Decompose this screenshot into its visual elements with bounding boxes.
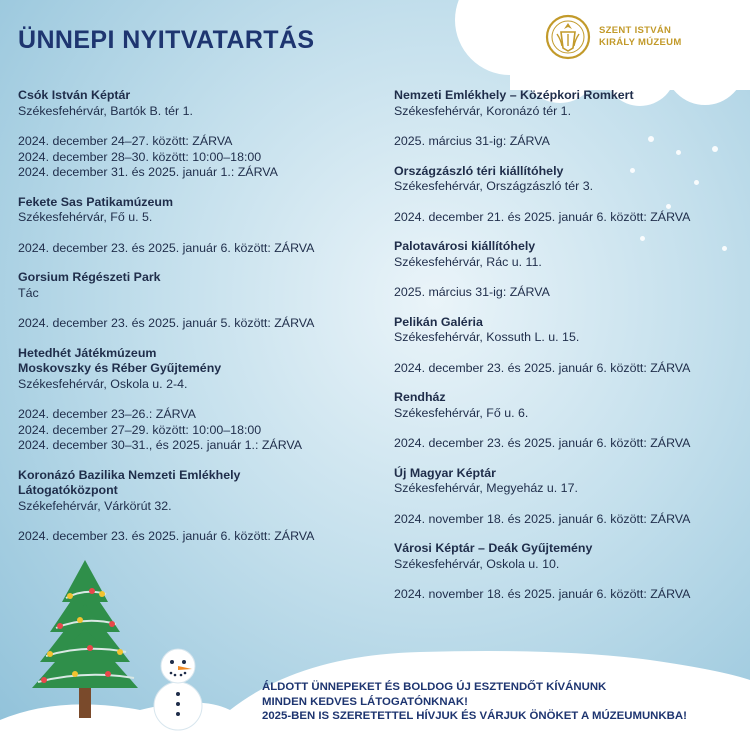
venue-address: Tác <box>18 285 39 300</box>
opening-hours: 2024. december 23. és 2025. január 6. között: ZÁRVA <box>18 240 315 255</box>
opening-hours: 2024. december 23. és 2025. január 6. között: ZÁRVA <box>394 436 691 450</box>
opening-hours: 2024. december 23. és 2025. január 6. között: ZÁRVA <box>394 360 691 375</box>
holiday-greeting <box>262 680 744 724</box>
venue-address: Székesfehérvár, Országzászló tér 3. <box>394 179 594 193</box>
snowflake-icon <box>630 168 635 173</box>
venue-block <box>18 195 383 257</box>
venue-address: Székesfehérvár, Rác u. 11. <box>394 254 542 269</box>
venue-address: Székesfehérvár, Fő u. 5. <box>18 210 153 224</box>
opening-hours: 2024. december 23. és 2025. január 6. között: ZÁRVA <box>18 529 315 543</box>
opening-hours: 2024. december 23–26.: ZÁRVA <box>18 407 196 421</box>
venue-address: Székesfehérvár, Megyeház u. 17. <box>394 481 578 495</box>
christmas-tree-icon <box>30 558 140 720</box>
opening-hours: 2024. december 24–27. között: ZÁRVA <box>18 134 233 148</box>
snowflake-icon <box>640 236 645 241</box>
snowman-icon <box>152 642 204 736</box>
venue-address: Székesfehérvár, Oskola u. 2-4. <box>18 376 188 391</box>
snowflake-icon <box>666 204 671 209</box>
venue-block <box>394 390 744 452</box>
venue-name: Fekete Sas Patikamúzeum <box>18 194 173 209</box>
opening-hours: 2024. december 28–30. között: 10:00–18:00 <box>18 149 262 164</box>
opening-hours: 2024. december 30–31., és 2025. január 1.: ZÁRVA <box>18 438 303 452</box>
venue-block <box>18 270 383 332</box>
venue-list-right <box>394 88 744 617</box>
opening-hours: 2025. március 31-ig: ZÁRVA <box>394 134 550 148</box>
venue-block <box>18 88 383 181</box>
venue-address: Székesfehérvár, Koronázó tér 1. <box>394 103 572 118</box>
venue-name: Rendház <box>394 390 446 404</box>
venue-block <box>394 164 744 226</box>
snowflake-icon <box>648 136 654 142</box>
venue-block <box>394 239 744 301</box>
opening-hours: 2024. december 23. és 2025. január 5. között: ZÁRVA <box>18 316 315 330</box>
opening-hours: 2025. március 31-ig: ZÁRVA <box>394 285 550 299</box>
venue-name: Moskovszky és Réber Gyűjtemény <box>18 361 222 375</box>
venue-name: Nemzeti Emlékhely – Középkori Romkert <box>394 88 634 102</box>
venue-name: Hetedhét Játékmúzeum <box>18 345 157 360</box>
venue-name: Koronázó Bazilika Nemzeti Emlékhely <box>18 467 241 482</box>
opening-hours: 2024. december 27–29. között: 10:00–18:00 <box>18 422 262 437</box>
snowflake-icon <box>694 180 699 185</box>
greeting-line: ÁLDOTT ÜNNEPEKET ÉS BOLDOG ÚJ ESZTENDŐT KÍVÁNUNK <box>262 681 607 693</box>
logo-line-1: SZENT ISTVÁN <box>599 25 672 36</box>
venue-block <box>394 466 744 528</box>
venue-block <box>394 88 744 150</box>
venue-block <box>18 468 383 545</box>
venue-name: Palotavárosi kiállítóhely <box>394 239 536 253</box>
museum-crest-icon <box>545 14 591 60</box>
venue-address: Székesfehérvár, Fő u. 6. <box>394 405 529 420</box>
venue-list-left <box>18 88 383 559</box>
opening-hours: 2024. november 18. és 2025. január 6. között: ZÁRVA <box>394 511 691 526</box>
snowflake-icon <box>712 146 718 152</box>
page-title: ÜNNEPI NYITVATARTÁS <box>18 26 315 54</box>
venue-name: Látogatóközpont <box>18 483 118 497</box>
venue-name: Gorsium Régészeti Park <box>18 270 161 284</box>
venue-block <box>18 346 383 454</box>
venue-name: Csók István Képtár <box>18 88 131 102</box>
venue-address: Székefehérvár, Várkörút 32. <box>18 498 172 513</box>
snowflake-icon <box>676 150 681 155</box>
venue-name: Városi Képtár – Deák Gyűjtemény <box>394 541 593 555</box>
venue-address: Székesfehérvár, Oskola u. 10. <box>394 556 560 571</box>
snowflake-icon <box>722 246 727 251</box>
venue-address: Székesfehérvár, Bartók B. tér 1. <box>18 103 193 118</box>
greeting-line: MINDEN KEDVES LÁTOGATÓNKNAK! <box>262 695 468 708</box>
museum-logo <box>545 14 682 60</box>
venue-block <box>394 541 744 603</box>
greeting-line: 2025-BEN IS SZERETETTEL HÍVJUK ÉS VÁRJUK ÖNÖKET A MÚZEUMUNKBA! <box>262 710 687 722</box>
opening-hours: 2024. december 21. és 2025. január 6. között: ZÁRVA <box>394 209 691 224</box>
venue-address: Székesfehérvár, Kossuth L. u. 15. <box>394 330 580 344</box>
venue-name: Pelikán Galéria <box>394 314 483 329</box>
logo-line-2: KIRÁLY MÚZEUM <box>599 37 682 48</box>
venue-name: Új Magyar Képtár <box>394 465 496 480</box>
opening-hours: 2024. december 31. és 2025. január 1.: ZÁRVA <box>18 165 278 179</box>
opening-hours: 2024. november 18. és 2025. január 6. között: ZÁRVA <box>394 587 691 601</box>
venue-name: Országzászló téri kiállítóhely <box>394 163 564 178</box>
venue-block <box>394 315 744 377</box>
